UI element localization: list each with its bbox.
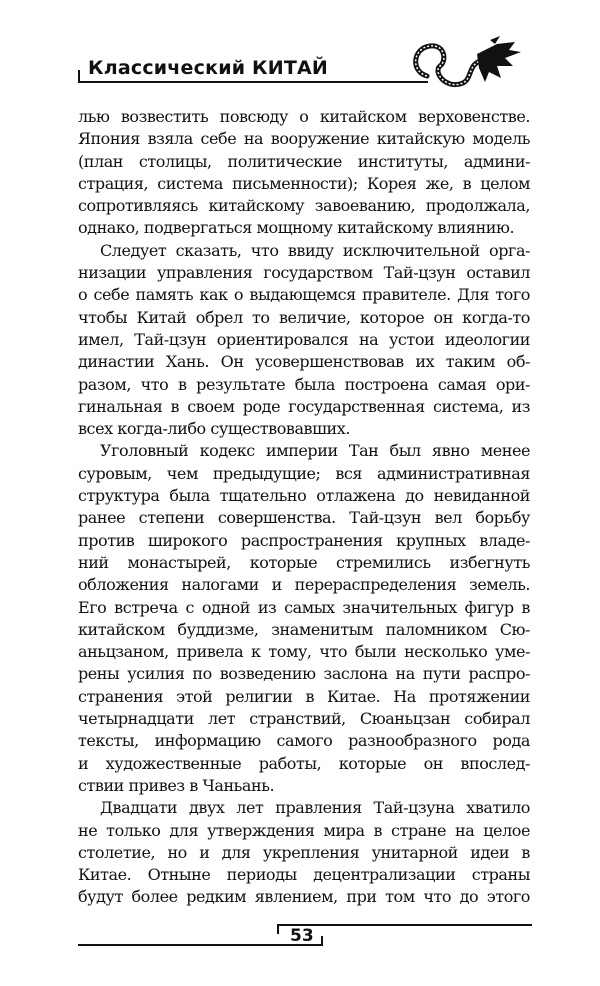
text-line: против широкого распространения крупных владе-	[78, 530, 530, 550]
text-line: ранее степени совершенства. Тай-цзун вел борьбу	[78, 508, 530, 528]
footer-rule-right-tick	[277, 924, 279, 934]
footer-rule-left	[78, 944, 323, 946]
text-line: четырнадцати лет странствий, Сюаньцзан собирал	[78, 709, 530, 729]
dragon-icon	[405, 36, 525, 94]
text-line: всех когда-либо существовавших.	[78, 419, 350, 439]
text-line: аньцзаном, привела к тому, что были несколько уме-	[78, 642, 530, 662]
text-line: не только для утверждения мира в стране на целое	[78, 820, 530, 840]
text-line: ний монастырей, которые стремились избегнуть	[78, 552, 530, 572]
text-line: Китае. Отныне периоды децентрализации страны	[78, 865, 530, 885]
page-number: 53	[290, 926, 314, 946]
text-line: имел, Тай-цзун ориентировался на устои идеологии	[78, 329, 530, 349]
text-line: (план столицы, политические институты, админи-	[78, 151, 530, 171]
text-line: однако, подвергаться мощному китайскому влиянию.	[78, 218, 515, 238]
text-line: Двадцати двух лет правления Тай-цзуна хватило	[100, 798, 530, 818]
text-line: Япония взяла себе на вооружение китайскую модель	[78, 129, 530, 149]
text-line: столетие, но и для укрепления унитарной идеи в	[78, 842, 530, 862]
text-line: низации управления государством Тай-цзун оставил	[78, 263, 530, 283]
footer-rule-right	[277, 924, 532, 926]
text-line: Его встреча с одной из самых значительных фигур в	[78, 597, 530, 617]
text-line: рены усилия по возведению заслона на пути распро-	[78, 664, 530, 684]
text-line: и художественные работы, которые он впослед-	[78, 753, 530, 773]
running-header-title: Классический КИТАЙ	[88, 57, 329, 79]
text-line: обложения налогами и перераспределения земель.	[78, 575, 530, 595]
text-line: структура была тщательно отлажена до невиданной	[78, 486, 530, 506]
header-rule	[78, 81, 428, 83]
text-line: китайском буддизме, знаменитым паломником Сю-	[78, 619, 530, 639]
text-line: сопротивляясь китайскому завоеванию, продолжала,	[78, 196, 530, 216]
text-line: тексты, информацию самого разнообразного рода	[78, 731, 530, 751]
text-line: ствии привез в Чаньань.	[78, 775, 275, 795]
text-line: страция, система письменности); Корея же, в целом	[78, 173, 530, 193]
text-line: странения этой религии в Китае. На протяжении	[78, 686, 530, 706]
body-text	[78, 106, 530, 909]
text-line: разом, что в результате была построена самая ори-	[78, 374, 530, 394]
text-line: чтобы Китай обрел то величие, которое он когда-то	[78, 307, 530, 327]
text-line: будут более редким явлением, при том что до этого	[78, 887, 530, 907]
text-line: династии Хань. Он усовершенствовав их таким об-	[78, 352, 530, 372]
text-line: лью возвестить повсюду о китайском верховенстве.	[78, 107, 530, 126]
text-line: Уголовный кодекс империи Тан был явно менее	[100, 441, 530, 461]
text-line: суровым, чем предыдущие; вся административная	[78, 463, 530, 483]
text-line: Следует сказать, что ввиду исключительной орга-	[100, 240, 530, 260]
text-line: гинальная в своем роде государственная система, из	[78, 396, 530, 416]
footer-rule-left-tick	[321, 936, 323, 946]
text-line: о себе память как о выдающемся правителе. Для того	[78, 285, 530, 305]
